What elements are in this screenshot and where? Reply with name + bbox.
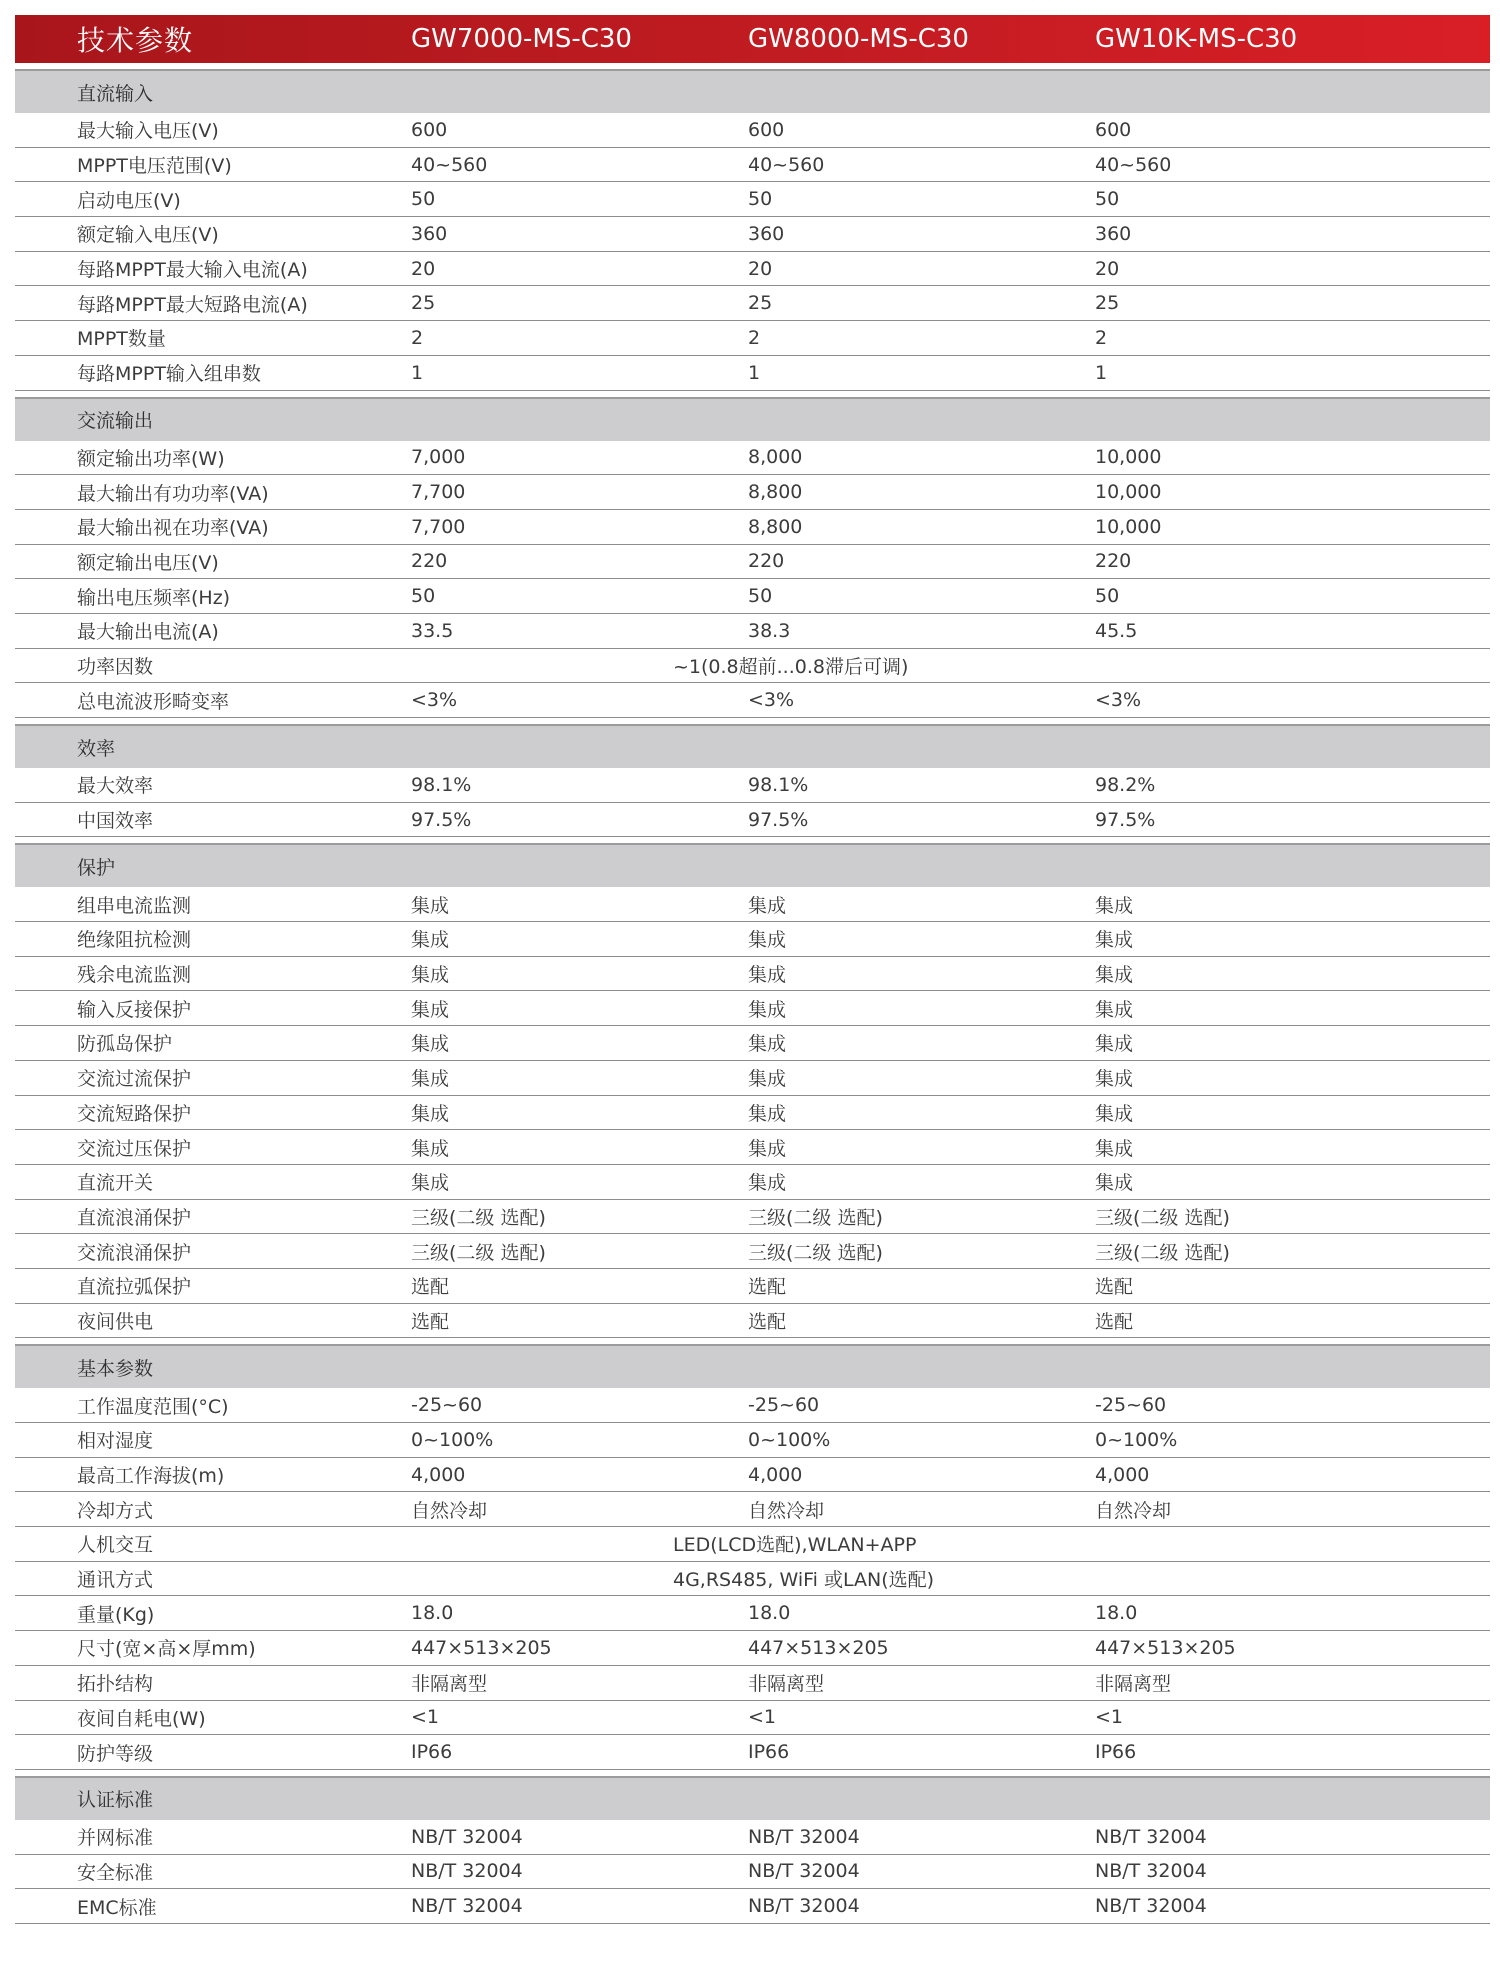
spec-label: 残余电流监测	[77, 964, 192, 987]
section-header: 保护	[15, 843, 1490, 887]
spec-row	[15, 1165, 1490, 1200]
spec-value-model-1: 20	[411, 257, 436, 280]
spec-label: 额定输出功率(W)	[77, 447, 225, 470]
spec-value-model-2: 集成	[748, 1068, 787, 1091]
spec-value-model-1: 40~560	[411, 153, 488, 176]
spec-label: 拓扑结构	[77, 1673, 154, 1696]
spec-label: 中国效率	[77, 810, 154, 833]
spec-value-model-3: 10,000	[1095, 446, 1162, 469]
spec-value-model-1: 97.5%	[411, 808, 472, 831]
spec-value-model-1: 集成	[411, 929, 450, 952]
spec-row	[15, 1855, 1490, 1890]
spec-row	[15, 475, 1490, 510]
spec-label: 并网标准	[77, 1827, 154, 1850]
spec-row	[15, 1820, 1490, 1855]
spec-label: 每路MPPT最大短路电流(A)	[77, 293, 308, 316]
spec-label: 通讯方式	[77, 1569, 154, 1592]
spec-row	[15, 1061, 1490, 1096]
spec-value-model-3: 选配	[1095, 1310, 1134, 1333]
spec-value-model-1: <1	[411, 1706, 440, 1729]
spec-value-model-3: 20	[1095, 257, 1120, 280]
spec-label: 相对湿度	[77, 1430, 154, 1453]
spec-value-model-3: 集成	[1095, 998, 1134, 1021]
spec-value-model-1: 7,000	[411, 446, 466, 469]
spec-value-model-3: 集成	[1095, 1068, 1134, 1091]
spec-value-model-1: 集成	[411, 964, 450, 987]
spec-row	[15, 1596, 1490, 1631]
section-header: 直流输入	[15, 69, 1490, 113]
spec-value-model-3: 2	[1095, 326, 1108, 349]
spec-value-model-3: 10,000	[1095, 481, 1162, 504]
spec-label: 交流浪涌保护	[77, 1241, 192, 1264]
spec-value-model-2: -25~60	[748, 1394, 820, 1417]
spec-row	[15, 252, 1490, 287]
spec-label: 输入反接保护	[77, 998, 192, 1021]
spec-value-model-2: 非隔离型	[748, 1673, 825, 1696]
spec-value-model-3: 40~560	[1095, 153, 1172, 176]
section-header: 认证标准	[15, 1776, 1490, 1820]
spec-value-model-2: 447×513×205	[748, 1636, 889, 1659]
spec-label: MPPT电压范围(V)	[77, 155, 232, 178]
spec-value-model-3: 4,000	[1095, 1463, 1150, 1486]
spec-value-model-1: 220	[411, 550, 448, 573]
spec-value-model-3: <3%	[1095, 689, 1142, 712]
spec-value-model-2: NB/T 32004	[748, 1825, 860, 1848]
spec-value-model-3: 220	[1095, 550, 1132, 573]
spec-value-model-2: 1	[748, 361, 761, 384]
spec-label: 绝缘阻抗检测	[77, 929, 192, 952]
spec-value-model-3: 集成	[1095, 1102, 1134, 1125]
spec-row	[15, 1388, 1490, 1423]
spec-row	[15, 510, 1490, 545]
spec-row	[15, 1234, 1490, 1269]
spec-value-model-2: 集成	[748, 1102, 787, 1125]
spec-label: 尺寸(宽×高×厚mm)	[77, 1638, 256, 1661]
model-header-2: GW8000-MS-C30	[748, 24, 969, 54]
spec-value-model-1: 三级(二级 选配)	[411, 1241, 546, 1264]
spec-label: 总电流波形畸变率	[77, 690, 230, 713]
spec-row	[15, 1631, 1490, 1666]
spec-value-model-2: 8,800	[748, 515, 803, 538]
spec-label: 最大效率	[77, 775, 154, 798]
spec-row	[15, 922, 1490, 957]
spec-value-all-models: LED(LCD选配),WLAN+APP	[673, 1534, 917, 1557]
spec-value-model-2: 38.3	[748, 619, 791, 642]
spec-value-model-1: 自然冷却	[411, 1499, 488, 1522]
spec-value-model-3: 集成	[1095, 1033, 1134, 1056]
spec-value-model-2: 18.0	[748, 1602, 791, 1625]
spec-value-model-1: NB/T 32004	[411, 1860, 523, 1883]
section-header: 效率	[15, 724, 1490, 768]
spec-value-model-1: <3%	[411, 689, 458, 712]
spec-row	[15, 768, 1490, 803]
spec-value-model-2: <1	[748, 1706, 777, 1729]
spec-value-model-1: 集成	[411, 1172, 450, 1195]
spec-value-model-2: 50	[748, 188, 773, 211]
spec-row	[15, 1200, 1490, 1235]
spec-table-body	[15, 69, 1490, 1924]
spec-value-model-2: 集成	[748, 929, 787, 952]
spec-row	[15, 1889, 1490, 1924]
spec-value-model-3: NB/T 32004	[1095, 1825, 1207, 1848]
spec-value-model-1: 集成	[411, 1102, 450, 1125]
spec-row	[15, 1423, 1490, 1458]
spec-value-model-3: 三级(二级 选配)	[1095, 1241, 1230, 1264]
spec-value-model-2: 集成	[748, 894, 787, 917]
spec-value-model-2: IP66	[748, 1741, 790, 1764]
section-header: 交流输出	[15, 397, 1490, 441]
spec-value-model-3: 集成	[1095, 894, 1134, 917]
spec-row	[15, 1492, 1490, 1527]
spec-value-model-1: 98.1%	[411, 773, 472, 796]
spec-label: 直流浪涌保护	[77, 1206, 192, 1229]
spec-label: 工作温度范围(°C)	[77, 1395, 229, 1418]
spec-value-all-models: ~1(0.8超前...0.8滞后可调)	[673, 655, 909, 678]
spec-row	[15, 545, 1490, 580]
spec-value-model-1: 1	[411, 361, 424, 384]
spec-value-model-1: 25	[411, 292, 436, 315]
spec-label: 最大输出视在功率(VA)	[77, 517, 269, 540]
spec-value-model-1: 447×513×205	[411, 1636, 552, 1659]
spec-value-model-2: 选配	[748, 1276, 787, 1299]
spec-value-model-2: 0~100%	[748, 1428, 831, 1451]
spec-value-model-3: IP66	[1095, 1741, 1137, 1764]
spec-value-model-1: 7,700	[411, 515, 466, 538]
spec-label: 夜间自耗电(W)	[77, 1707, 206, 1730]
spec-value-model-1: 集成	[411, 894, 450, 917]
spec-label: 直流开关	[77, 1172, 154, 1195]
spec-value-model-1: 4,000	[411, 1463, 466, 1486]
spec-value-model-2: 集成	[748, 1137, 787, 1160]
spec-value-model-3: 45.5	[1095, 619, 1138, 642]
spec-value-model-1: 集成	[411, 1068, 450, 1091]
spec-value-model-3: 447×513×205	[1095, 1636, 1236, 1659]
spec-label: 交流过压保护	[77, 1137, 192, 1160]
spec-value-model-2: 360	[748, 222, 785, 245]
spec-value-model-1: 2	[411, 326, 424, 349]
spec-value-model-2: 8,800	[748, 481, 803, 504]
spec-value-model-1: -25~60	[411, 1394, 483, 1417]
spec-value-model-1: 选配	[411, 1310, 450, 1333]
spec-value-model-2: 600	[748, 118, 785, 141]
spec-value-model-3: 360	[1095, 222, 1132, 245]
spec-value-model-3: 50	[1095, 188, 1120, 211]
table-title: 技术参数	[77, 24, 194, 57]
spec-label: 功率因数	[77, 655, 154, 678]
spec-value-model-3: 自然冷却	[1095, 1499, 1172, 1522]
spec-value-model-2: 集成	[748, 998, 787, 1021]
model-header-1: GW7000-MS-C30	[411, 24, 632, 54]
spec-label: 直流拉弧保护	[77, 1276, 192, 1299]
spec-label: 冷却方式	[77, 1499, 154, 1522]
spec-value-model-3: 集成	[1095, 929, 1134, 952]
spec-value-model-1: 50	[411, 585, 436, 608]
spec-value-model-3: 集成	[1095, 1172, 1134, 1195]
spec-value-model-2: NB/T 32004	[748, 1860, 860, 1883]
spec-row	[15, 1096, 1490, 1131]
spec-value-model-2: 220	[748, 550, 785, 573]
spec-label: 防护等级	[77, 1742, 154, 1765]
spec-value-model-3: 600	[1095, 118, 1132, 141]
spec-value-model-2: 集成	[748, 1172, 787, 1195]
spec-row	[15, 991, 1490, 1026]
spec-value-model-1: NB/T 32004	[411, 1895, 523, 1918]
spec-value-model-3: 25	[1095, 292, 1120, 315]
spec-value-model-2: 自然冷却	[748, 1499, 825, 1522]
spec-value-model-2: 50	[748, 585, 773, 608]
spec-value-model-3: 集成	[1095, 1137, 1134, 1160]
spec-value-model-3: 50	[1095, 585, 1120, 608]
spec-value-model-2: <3%	[748, 689, 795, 712]
spec-row	[15, 1458, 1490, 1493]
spec-value-model-1: 非隔离型	[411, 1673, 488, 1696]
spec-row	[15, 148, 1490, 183]
spec-value-model-1: 18.0	[411, 1602, 454, 1625]
spec-value-model-3: 选配	[1095, 1276, 1134, 1299]
spec-label: 重量(Kg)	[77, 1603, 155, 1626]
spec-label: 安全标准	[77, 1861, 154, 1884]
spec-value-model-3: 1	[1095, 361, 1108, 384]
spec-row	[15, 649, 1490, 684]
spec-label: 输出电压频率(Hz)	[77, 586, 231, 609]
spec-value-model-1: 360	[411, 222, 448, 245]
spec-value-model-1: NB/T 32004	[411, 1825, 523, 1848]
spec-value-model-3: 97.5%	[1095, 808, 1156, 831]
spec-row	[15, 1527, 1490, 1562]
spec-row	[15, 1666, 1490, 1701]
spec-value-model-1: 0~100%	[411, 1428, 494, 1451]
spec-value-model-2: 97.5%	[748, 808, 809, 831]
spec-value-model-1: 三级(二级 选配)	[411, 1206, 546, 1229]
spec-label: 夜间供电	[77, 1310, 154, 1333]
spec-row	[15, 356, 1490, 391]
spec-value-model-2: 8,000	[748, 446, 803, 469]
spec-value-model-1: 33.5	[411, 619, 454, 642]
spec-label: 人机交互	[77, 1534, 154, 1557]
spec-label: 防孤岛保护	[77, 1033, 173, 1056]
spec-label: 额定输入电压(V)	[77, 224, 219, 247]
spec-value-model-1: 集成	[411, 1033, 450, 1056]
spec-value-model-3: 18.0	[1095, 1602, 1138, 1625]
spec-label: 最大输出有功功率(VA)	[77, 482, 269, 505]
spec-row	[15, 614, 1490, 649]
spec-row	[15, 579, 1490, 614]
spec-value-model-2: 三级(二级 选配)	[748, 1206, 883, 1229]
spec-value-model-1: 选配	[411, 1276, 450, 1299]
spec-value-model-1: 600	[411, 118, 448, 141]
spec-label: MPPT数量	[77, 328, 166, 351]
spec-value-all-models: 4G,RS485, WiFi 或LAN(选配)	[673, 1569, 935, 1592]
spec-row	[15, 113, 1490, 148]
spec-row	[15, 683, 1490, 718]
model-header-3: GW10K-MS-C30	[1095, 24, 1298, 54]
spec-label: 最高工作海拔(m)	[77, 1465, 225, 1488]
spec-value-model-1: IP66	[411, 1741, 453, 1764]
spec-sheet	[15, 15, 1490, 1924]
spec-label: 最大输出电流(A)	[77, 621, 219, 644]
spec-row	[15, 957, 1490, 992]
spec-row	[15, 286, 1490, 321]
spec-row	[15, 1269, 1490, 1304]
spec-value-model-1: 集成	[411, 998, 450, 1021]
spec-row	[15, 887, 1490, 922]
spec-value-model-2: 20	[748, 257, 773, 280]
spec-value-model-3: <1	[1095, 1706, 1124, 1729]
spec-value-model-3: 10,000	[1095, 515, 1162, 538]
spec-row	[15, 1130, 1490, 1165]
spec-value-model-1: 50	[411, 188, 436, 211]
spec-value-model-2: 25	[748, 292, 773, 315]
spec-row	[15, 217, 1490, 252]
spec-row	[15, 441, 1490, 476]
spec-label: 交流短路保护	[77, 1102, 192, 1125]
spec-row	[15, 1026, 1490, 1061]
spec-value-model-2: 选配	[748, 1310, 787, 1333]
spec-value-model-3: -25~60	[1095, 1394, 1167, 1417]
spec-label: 最大输入电压(V)	[77, 120, 219, 143]
spec-row	[15, 321, 1490, 356]
spec-value-model-2: 40~560	[748, 153, 825, 176]
spec-row	[15, 1735, 1490, 1770]
spec-value-model-3: 0~100%	[1095, 1428, 1178, 1451]
spec-row	[15, 182, 1490, 217]
spec-row	[15, 1562, 1490, 1597]
spec-label: 组串电流监测	[77, 894, 192, 917]
spec-label: 额定输出电压(V)	[77, 551, 219, 574]
spec-value-model-2: 集成	[748, 1033, 787, 1056]
spec-row	[15, 803, 1490, 838]
spec-value-model-3: NB/T 32004	[1095, 1860, 1207, 1883]
spec-label: 每路MPPT输入组串数	[77, 363, 261, 386]
spec-value-model-2: 4,000	[748, 1463, 803, 1486]
spec-value-model-2: 98.1%	[748, 773, 809, 796]
spec-label: EMC标准	[77, 1896, 157, 1919]
spec-value-model-1: 集成	[411, 1137, 450, 1160]
spec-label: 启动电压(V)	[77, 189, 181, 212]
spec-label: 每路MPPT最大输入电流(A)	[77, 259, 308, 282]
section-header: 基本参数	[15, 1344, 1490, 1388]
table-header	[15, 15, 1490, 63]
spec-row	[15, 1701, 1490, 1736]
spec-value-model-3: 98.2%	[1095, 773, 1156, 796]
spec-value-model-2: 2	[748, 326, 761, 349]
spec-value-model-3: 集成	[1095, 964, 1134, 987]
spec-value-model-2: 三级(二级 选配)	[748, 1241, 883, 1264]
spec-value-model-1: 7,700	[411, 481, 466, 504]
spec-value-model-3: NB/T 32004	[1095, 1895, 1207, 1918]
spec-value-model-2: NB/T 32004	[748, 1895, 860, 1918]
spec-value-model-3: 三级(二级 选配)	[1095, 1206, 1230, 1229]
spec-label: 交流过流保护	[77, 1068, 192, 1091]
spec-value-model-3: 非隔离型	[1095, 1673, 1172, 1696]
spec-value-model-2: 集成	[748, 964, 787, 987]
spec-row	[15, 1304, 1490, 1339]
